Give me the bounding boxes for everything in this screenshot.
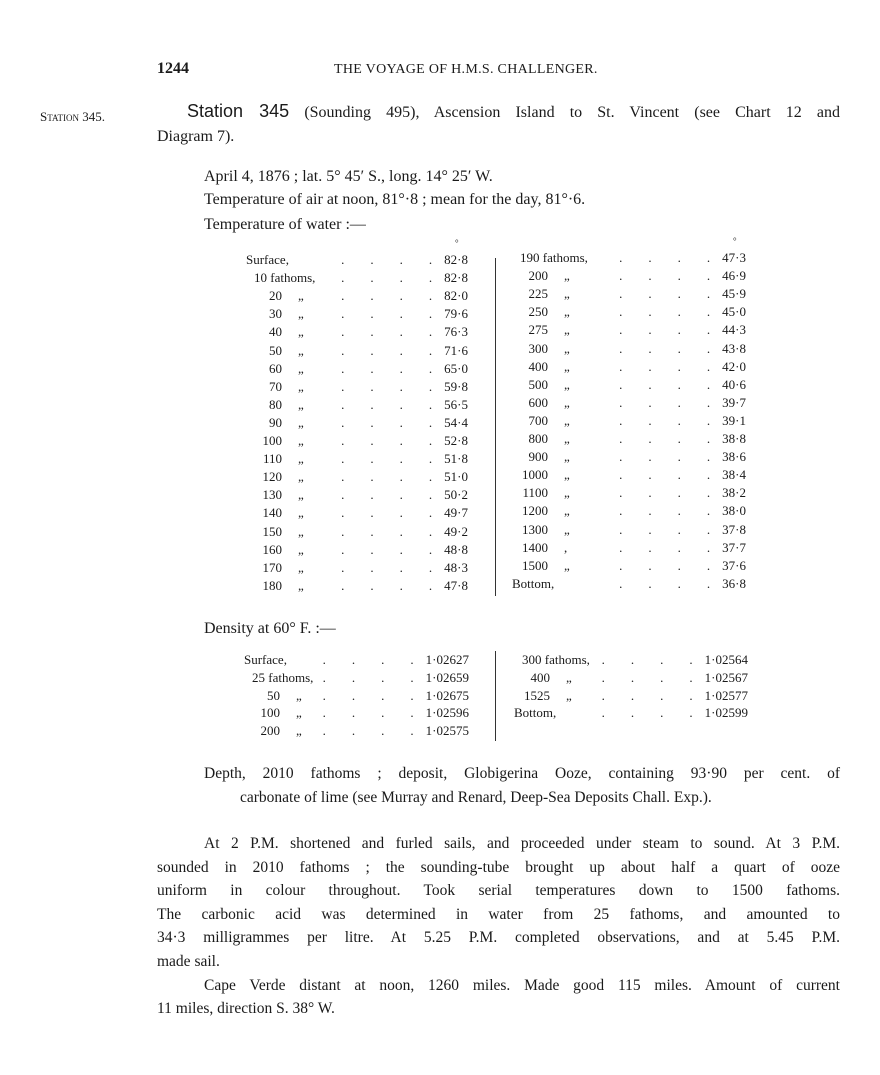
depth-label: 200 xyxy=(528,268,548,284)
table-row xyxy=(514,669,748,686)
column-divider xyxy=(495,651,496,741)
ditto-mark: „ xyxy=(298,559,304,575)
table-row xyxy=(512,466,746,484)
table-row xyxy=(246,269,468,287)
table-row xyxy=(514,651,748,668)
value: 52·8 xyxy=(444,433,468,448)
value: 82·8 xyxy=(444,270,468,286)
value: 45·0 xyxy=(722,304,746,320)
value: 47·3 xyxy=(722,250,746,265)
ditto-mark: „ xyxy=(298,342,304,358)
table-row xyxy=(512,448,746,466)
table-row xyxy=(246,251,468,269)
ditto-mark: „ xyxy=(564,521,570,537)
dot-leader: . . . . xyxy=(322,652,414,667)
ditto-mark: , xyxy=(564,539,568,555)
depth-label: 600 xyxy=(528,394,548,410)
value: 48·8 xyxy=(444,541,468,557)
ditto-mark: „ xyxy=(564,431,570,446)
depth-label: 120 xyxy=(262,469,282,485)
table-row xyxy=(246,396,468,414)
table-row xyxy=(244,704,469,721)
depth-label: 20 xyxy=(269,288,282,304)
depth-label: Bottom, xyxy=(514,705,557,721)
dot-leader: . . . . xyxy=(619,431,711,446)
depth-label: 1100 xyxy=(522,485,548,501)
ditto-mark: „ xyxy=(298,414,304,430)
ditto-mark: „ xyxy=(298,396,304,412)
depth-label: 200 xyxy=(260,723,280,739)
table-row xyxy=(246,450,468,468)
ditto-mark: „ xyxy=(564,412,570,428)
table-row xyxy=(246,305,468,323)
dot-leader: . . . . xyxy=(341,487,433,503)
value: 1·02596 xyxy=(425,705,469,721)
depth-label: 140 xyxy=(262,505,282,521)
dot-leader: . . . . xyxy=(619,394,711,410)
table-row xyxy=(244,687,469,704)
table-row xyxy=(512,430,746,448)
dot-leader: . . . . xyxy=(619,412,711,428)
table-row xyxy=(512,285,746,303)
paragraph-line: made sail. xyxy=(157,953,220,970)
dot-leader: . . . . xyxy=(341,469,433,485)
value: 51·8 xyxy=(444,451,468,467)
dot-leader: . . . . xyxy=(341,288,433,304)
value: 40·6 xyxy=(722,376,746,392)
dot-leader: . . . . xyxy=(322,723,414,739)
dot-leader: . . . . xyxy=(341,360,433,376)
ditto-mark: „ xyxy=(564,557,570,573)
table-row xyxy=(512,249,746,267)
paragraph-line: 11 miles, direction S. 38° W. xyxy=(157,1000,335,1018)
value: 1·02659 xyxy=(425,669,469,685)
ditto-mark: „ xyxy=(296,687,302,703)
dot-leader: . . . . xyxy=(322,705,414,721)
dot-leader: . . . . xyxy=(619,539,711,555)
value: 82·0 xyxy=(444,288,468,304)
depth-label: 80 xyxy=(269,396,282,412)
station-heading xyxy=(187,101,840,122)
ditto-mark: „ xyxy=(298,577,304,593)
table-row xyxy=(514,704,748,721)
value: 39·1 xyxy=(722,412,746,428)
value: 48·3 xyxy=(444,559,468,575)
dot-leader: . . . . xyxy=(341,306,433,322)
depth-label: 70 xyxy=(269,378,282,394)
paragraph-line: 34·3 milligrammes per litre. At 5.25 P.M. completed observations, and at 5.45 P.M. xyxy=(157,929,840,947)
ditto-mark: „ xyxy=(296,723,302,739)
dot-leader: . . . . xyxy=(601,652,693,667)
dot-leader: . . . . xyxy=(619,358,711,374)
value: 51·0 xyxy=(444,469,468,485)
value: 37·6 xyxy=(722,557,746,573)
dot-leader: . . . . xyxy=(601,669,693,685)
depth-label: 500 xyxy=(528,376,548,392)
depth-label: 60 xyxy=(269,360,282,376)
dot-leader: . . . . xyxy=(341,324,433,340)
dot-leader: . . . . xyxy=(619,575,711,591)
table-row xyxy=(244,651,469,668)
value: 38·6 xyxy=(722,449,746,465)
ditto-mark: „ xyxy=(298,505,304,521)
depth-label: Bottom, xyxy=(512,575,555,591)
value: 45·9 xyxy=(722,286,746,302)
depth-label: 25 fathoms, xyxy=(252,669,314,685)
density-heading: Density at 60° F. :— xyxy=(204,620,336,637)
depth-label: 40 xyxy=(269,324,282,340)
depth-label: 800 xyxy=(528,431,548,446)
ditto-mark: „ xyxy=(564,485,570,501)
depth-label: 90 xyxy=(269,414,282,430)
depth-label: 150 xyxy=(262,523,282,539)
station-route: (Sounding 495), Ascension Island to St. Vincent (see Chart 12 and xyxy=(304,104,841,121)
depth-label: 10 fathoms, xyxy=(254,270,316,286)
value: 38·2 xyxy=(722,485,746,501)
depth-label: 700 xyxy=(528,412,548,428)
table-row xyxy=(244,669,469,686)
dot-leader: . . . . xyxy=(619,286,711,302)
dot-leader: . . . . xyxy=(341,270,433,286)
dot-leader: . . . . xyxy=(341,577,433,593)
value: 1·02599 xyxy=(704,705,748,721)
depth-label: 300 xyxy=(528,340,548,356)
ditto-mark: „ xyxy=(564,449,570,465)
value: 71·6 xyxy=(444,342,468,358)
value: 37·7 xyxy=(722,539,746,555)
value: 49·7 xyxy=(444,505,468,521)
table-row xyxy=(246,541,468,559)
depth-label: 1000 xyxy=(522,467,548,483)
depth-label: 160 xyxy=(262,541,282,557)
table-row xyxy=(246,287,468,305)
dot-leader: . . . . xyxy=(601,687,693,703)
dot-leader: . . . . xyxy=(619,376,711,392)
date-position: April 4, 1876 ; lat. 5° 45′ S., long. 14° 25′ W. xyxy=(204,168,493,185)
value: 1·02577 xyxy=(704,687,748,703)
value: 42·0 xyxy=(722,358,746,374)
deposit-line: carbonate of lime (see Murray and Renard, Deep-Sea Deposits Chall. Exp.). xyxy=(240,789,712,806)
paragraph-line: uniform in colour throughout. Took serial temperatures down to 1500 fathoms. xyxy=(157,882,840,900)
paragraph-line: The carbonic acid was determined in water from 25 fathoms, and amounted to xyxy=(157,905,840,923)
table-row xyxy=(512,358,746,376)
table-row xyxy=(512,521,746,539)
ditto-mark: „ xyxy=(296,705,302,721)
table-row xyxy=(246,342,468,360)
value: 76·3 xyxy=(444,324,468,340)
station-title: Station 345 xyxy=(187,101,290,121)
dot-leader: . . . . xyxy=(619,521,711,537)
ditto-mark: „ xyxy=(298,288,304,304)
deposit-line: Depth, 2010 fathoms ; deposit, Globigerina Ooze, containing 93·90 per cent. of xyxy=(204,765,840,782)
depth-label: 170 xyxy=(262,559,282,575)
table-row xyxy=(246,323,468,341)
ditto-mark: „ xyxy=(564,340,570,356)
ditto-mark: „ xyxy=(298,433,304,448)
dot-leader: . . . . xyxy=(341,541,433,557)
degree-mark: ° xyxy=(733,236,737,246)
water-temperature-heading: Temperature of water :— xyxy=(204,216,366,233)
paragraph-line: sounded in 2010 fathoms ; the sounding-tube brought up about half a quart of ooze xyxy=(157,858,840,876)
dot-leader: . . . . xyxy=(619,322,711,338)
value: 79·6 xyxy=(444,306,468,322)
page-number: 1244 xyxy=(157,60,189,77)
value: 1·02627 xyxy=(425,652,469,667)
depth-label: 400 xyxy=(530,669,550,685)
depth-label: 50 xyxy=(267,687,280,703)
table-row xyxy=(246,378,468,396)
value: 1·02675 xyxy=(425,687,469,703)
value: 36·8 xyxy=(722,575,746,591)
depth-label: 30 xyxy=(269,306,282,322)
dot-leader: . . . . xyxy=(341,433,433,448)
ditto-mark: „ xyxy=(564,358,570,374)
dot-leader: . . . . xyxy=(341,559,433,575)
depth-label: 275 xyxy=(528,322,548,338)
dot-leader: . . . . xyxy=(322,687,414,703)
value: 38·0 xyxy=(722,503,746,519)
depth-label: 180 xyxy=(262,577,282,593)
dot-leader: . . . . xyxy=(619,449,711,465)
dot-leader: . . . . xyxy=(619,467,711,483)
table-row xyxy=(246,414,468,432)
depth-label: 1400 xyxy=(522,539,548,555)
value: 54·4 xyxy=(444,414,468,430)
dot-leader: . . . . xyxy=(341,505,433,521)
depth-label: 1200 xyxy=(522,503,548,519)
ditto-mark: „ xyxy=(298,324,304,340)
table-row xyxy=(244,722,469,739)
ditto-mark: „ xyxy=(298,487,304,503)
table-row xyxy=(512,321,746,339)
ditto-mark: „ xyxy=(564,503,570,519)
ditto-mark: „ xyxy=(298,469,304,485)
depth-label: Surface, xyxy=(246,252,289,267)
dot-leader: . . . . xyxy=(341,252,433,267)
depth-label: 50 xyxy=(269,342,282,358)
depth-label: 110 xyxy=(262,451,282,467)
table-row xyxy=(246,504,468,522)
table-row xyxy=(246,468,468,486)
ditto-mark: „ xyxy=(564,376,570,392)
value: 38·4 xyxy=(722,467,746,483)
value: 46·9 xyxy=(722,268,746,284)
dot-leader: . . . . xyxy=(619,268,711,284)
depth-label: 225 xyxy=(528,286,548,302)
depth-label: 300 fathoms, xyxy=(522,652,590,667)
ditto-mark: „ xyxy=(564,467,570,483)
running-title: THE VOYAGE OF H.M.S. CHALLENGER. xyxy=(334,62,598,77)
ditto-mark: „ xyxy=(298,306,304,322)
table-row xyxy=(246,523,468,541)
depth-label: 400 xyxy=(528,358,548,374)
station-heading-line2: Diagram 7). xyxy=(157,128,235,145)
depth-label: 900 xyxy=(528,449,548,465)
value: 43·8 xyxy=(722,340,746,356)
table-row xyxy=(512,267,746,285)
ditto-mark: „ xyxy=(298,523,304,539)
dot-leader: . . . . xyxy=(619,250,711,265)
table-row xyxy=(246,559,468,577)
dot-leader: . . . . xyxy=(341,342,433,358)
dot-leader: . . . . xyxy=(341,523,433,539)
depth-label: 1300 xyxy=(522,521,548,537)
table-row xyxy=(512,502,746,520)
dot-leader: . . . . xyxy=(619,304,711,320)
paragraph-line: At 2 P.M. shortened and furled sails, and proceeded under steam to sound. At 3 P.M. xyxy=(204,835,840,852)
table-row xyxy=(512,484,746,502)
table-row xyxy=(512,557,746,575)
value: 38·8 xyxy=(722,431,746,446)
value: 37·8 xyxy=(722,521,746,537)
table-row xyxy=(512,412,746,430)
ditto-mark: „ xyxy=(564,322,570,338)
ditto-mark: „ xyxy=(298,541,304,557)
value: 44·3 xyxy=(722,322,746,338)
table-row xyxy=(512,340,746,358)
degree-mark: ° xyxy=(455,238,459,248)
value: 1·02575 xyxy=(425,723,469,739)
dot-leader: . . . . xyxy=(341,396,433,412)
depth-label: 250 xyxy=(528,304,548,320)
depth-label: 190 fathoms, xyxy=(520,250,588,265)
ditto-mark: „ xyxy=(564,394,570,410)
depth-label: 1500 xyxy=(522,557,548,573)
depth-label: 130 xyxy=(262,487,282,503)
dot-leader: . . . . xyxy=(619,503,711,519)
dot-leader: . . . . xyxy=(619,485,711,501)
value: 65·0 xyxy=(444,360,468,376)
ditto-mark: „ xyxy=(298,360,304,376)
value: 1·02564 xyxy=(704,652,748,667)
table-row xyxy=(512,303,746,321)
dot-leader: . . . . xyxy=(341,414,433,430)
value: 50·2 xyxy=(444,487,468,503)
depth-label: 100 xyxy=(260,705,280,721)
ditto-mark: „ xyxy=(298,378,304,394)
dot-leader: . . . . xyxy=(619,340,711,356)
dot-leader: . . . . xyxy=(322,669,414,685)
value: 49·2 xyxy=(444,523,468,539)
depth-label: 100 xyxy=(262,433,282,448)
table-row xyxy=(514,687,748,704)
ditto-mark: „ xyxy=(564,268,570,284)
value: 56·5 xyxy=(444,396,468,412)
value: 47·8 xyxy=(444,577,468,593)
dot-leader: . . . . xyxy=(341,378,433,394)
column-divider xyxy=(495,258,496,596)
paragraph-line: Cape Verde distant at noon, 1260 miles. Made good 115 miles. Amount of current xyxy=(204,976,840,994)
air-temperature: Temperature of air at noon, 81°·8 ; mean for the day, 81°·6. xyxy=(204,191,586,208)
table-row xyxy=(512,539,746,557)
table-row xyxy=(246,486,468,504)
value: 82·8 xyxy=(444,252,468,267)
dot-leader: . . . . xyxy=(341,451,433,467)
dot-leader: . . . . xyxy=(619,557,711,573)
ditto-mark: „ xyxy=(566,669,572,685)
ditto-mark: „ xyxy=(564,304,570,320)
value: 1·02567 xyxy=(704,669,748,685)
value: 59·8 xyxy=(444,378,468,394)
table-row xyxy=(512,394,746,412)
depth-label: Surface, xyxy=(244,652,287,667)
table-row xyxy=(246,360,468,378)
ditto-mark: „ xyxy=(564,286,570,302)
depth-label: 1525 xyxy=(524,687,550,703)
value: 39·7 xyxy=(722,394,746,410)
ditto-mark: „ xyxy=(298,451,304,467)
table-row xyxy=(512,376,746,394)
station-sidenote: Station 345. xyxy=(40,109,106,124)
dot-leader: . . . . xyxy=(601,705,693,721)
table-row xyxy=(246,432,468,450)
table-row xyxy=(246,577,468,595)
ditto-mark: „ xyxy=(566,687,572,703)
table-row xyxy=(512,575,746,593)
